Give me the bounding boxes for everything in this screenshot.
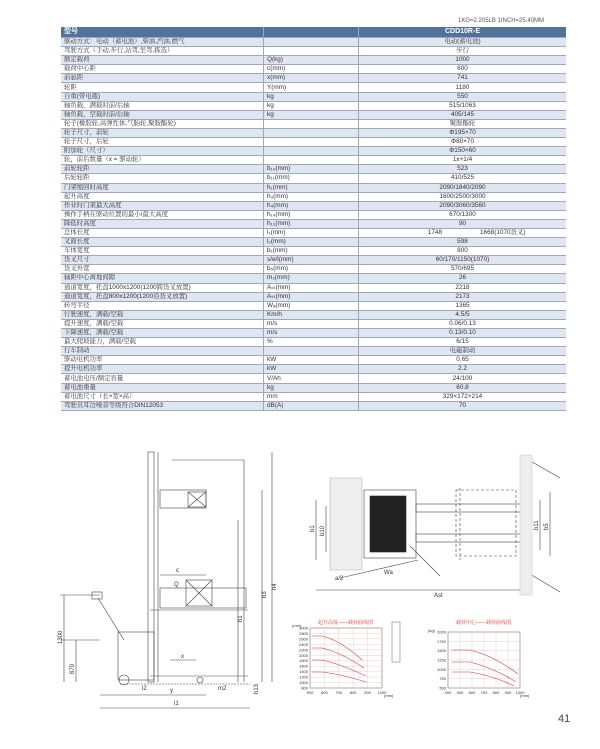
spec-item: 最大爬坡能力，满载/空载	[61, 338, 264, 347]
load-center-chart	[428, 619, 530, 698]
right-chart-title: 载荷中心——载荷曲线图	[456, 620, 512, 626]
left-x-tick: 500	[306, 690, 314, 695]
left-y-tick: 1400	[299, 669, 308, 675]
spec-unit: kW	[264, 356, 359, 365]
right-x-tick: 700	[480, 690, 488, 695]
spec-unit: kg	[264, 101, 359, 110]
spec-value: 电动(蓄电池)	[359, 38, 567, 47]
label-m2: m2	[218, 686, 227, 692]
spec-item: 总体长度	[61, 228, 264, 237]
left-y-tick: 1800	[299, 658, 308, 664]
left-y-tick: 2400	[299, 641, 308, 647]
spec-item: 作业时门架最大高度	[61, 201, 264, 210]
right-chart-x-unit: (mm)	[520, 693, 530, 698]
spec-unit: Y(mm)	[264, 83, 359, 92]
spec-item: 轮子(橡胶轮,高弹性体,气胎轮,聚胺酯轮)	[61, 119, 264, 128]
spec-value: 4.5/5	[359, 310, 567, 319]
left-y-tick: 2800	[299, 630, 308, 636]
page-number: 41	[558, 713, 571, 725]
spec-item: 通道宽度，托盘800x1200(1200沿货叉放置)	[61, 292, 264, 301]
spec-item: 下降速度，满载/空载	[61, 329, 264, 338]
right-y-tick: 2000	[437, 629, 446, 635]
spec-unit: m/s	[264, 329, 359, 338]
right-y-tick: 1750	[437, 638, 446, 644]
left-chart-title: 起升高度——载荷曲线图	[318, 620, 374, 626]
label-b1: b1	[310, 525, 316, 532]
spec-item: 门架缩回时高度	[61, 183, 264, 192]
spec-unit: l₁(mm)	[264, 228, 359, 237]
spec-value: 电磁制动	[359, 347, 567, 356]
side-view-diagram	[60, 452, 272, 708]
left-chart-x-unit: (mm)	[384, 693, 394, 698]
right-x-tick: 600	[468, 690, 476, 695]
right-x-tick: 400	[444, 690, 452, 695]
spec-value: 600	[359, 65, 567, 74]
spec-value: 329×172×214	[359, 392, 567, 401]
left-chart-curves	[312, 636, 366, 682]
spec-item: 自重(带电瓶)	[61, 92, 264, 101]
spec-unit: c(mm)	[264, 65, 359, 74]
lift-height-load-chart	[292, 619, 400, 698]
label-b10: b10	[320, 525, 326, 536]
spec-value: 570/695	[359, 265, 567, 274]
spec-value: 1600/2500/3000	[359, 192, 567, 201]
label-h13: h13	[254, 683, 260, 694]
spec-unit: %	[264, 338, 359, 347]
spec-value: 800	[359, 247, 567, 256]
units-note: 1KG=2.205LB 1INCH=25.40MM	[458, 18, 545, 24]
right-y-tick: 500	[439, 685, 446, 691]
spec-value-primary: 1748	[427, 229, 442, 237]
left-chart-fork-icon	[392, 622, 400, 662]
spec-item: 货叉尺寸	[61, 256, 264, 265]
spec-value: 550	[359, 92, 567, 101]
spec-value: 步行	[359, 47, 567, 56]
label-wa: Wa	[384, 570, 393, 576]
spec-item: 额定载荷	[61, 56, 264, 65]
spec-item: 转弯半径	[61, 301, 264, 310]
spec-unit: h₁₄(mm)	[264, 210, 359, 219]
spec-value: 1000	[359, 56, 567, 65]
spec-value: 523	[359, 165, 567, 174]
left-x-tick: 1000	[377, 690, 387, 695]
spec-item: 行车制动	[61, 347, 264, 356]
spec-item: 轮距	[61, 83, 264, 92]
right-y-tick: 1500	[437, 648, 446, 654]
spec-value: 2090/3060/3560	[359, 201, 567, 210]
spec-value: 670/1300	[359, 210, 567, 219]
label-x: x	[181, 654, 184, 660]
right-x-tick: 1000	[515, 690, 525, 695]
spec-value: Φ80×70	[359, 138, 567, 147]
left-y-tick: 1200	[299, 674, 308, 680]
spec-value: 70	[359, 401, 567, 410]
right-y-tick: 1000	[437, 666, 446, 672]
spec-item: 载荷中心距	[61, 65, 264, 74]
right-chart-y-unit: (kg)	[428, 628, 435, 633]
spec-item: 轮子尺寸，前轮	[61, 128, 264, 137]
spec-unit: dB(A)	[264, 401, 359, 410]
spec-value: 2090/1840/2090	[359, 183, 567, 192]
right-y-tick: 750	[439, 676, 446, 682]
spec-item: 行驶速度，满载/空载	[61, 310, 264, 319]
spec-item: 轮，前后数量（x = 驱动轮）	[61, 156, 264, 165]
spec-unit: b₅(mm)	[264, 265, 359, 274]
spec-value: 2218	[359, 283, 567, 292]
spec-item: 起升高度	[61, 192, 264, 201]
spec-item: 叉面长度	[61, 238, 264, 247]
spec-value: 60/170/1150(1070)	[359, 256, 567, 265]
right-x-tick: 800	[492, 690, 500, 695]
spec-value: Φ150×60	[359, 147, 567, 156]
left-y-tick: 3000	[299, 625, 308, 631]
label-a2: a/2	[335, 576, 344, 582]
spec-value: 聚胺酯轮	[359, 119, 567, 128]
spec-value: 515/1063	[359, 101, 567, 110]
spec-unit: Q(kg)	[264, 56, 359, 65]
spec-unit: Aₛₜ(mm)	[264, 292, 359, 301]
header-label: 型号	[61, 27, 264, 38]
spec-value: 24/100	[359, 374, 567, 383]
spec-value-secondary: 1668(1070货叉)	[480, 229, 526, 237]
spec-value: 26	[359, 274, 567, 283]
spec-value: 6/15	[359, 338, 567, 347]
label-670: 670	[70, 663, 76, 674]
spec-item: 操作手柄在驱动位置的最小/最大高度	[61, 210, 264, 219]
label-q: Q	[174, 582, 179, 588]
spec-unit: s/e/l(mm)	[264, 256, 359, 265]
left-x-tick: 700	[335, 690, 343, 695]
spec-value: Φ195×70	[359, 128, 567, 137]
left-x-tick: 600	[321, 690, 328, 695]
right-x-tick: 500	[456, 690, 464, 695]
spec-item: 轴负载，满载时前/后轴	[61, 101, 264, 110]
spec-unit: x(mm)	[264, 74, 359, 83]
spec-unit: h₁₃(mm)	[264, 219, 359, 228]
spec-item: 提升电机功率	[61, 365, 264, 374]
left-y-tick: 800	[301, 685, 308, 691]
spec-item: 蓄电池重量	[61, 383, 264, 392]
label-l2: l2	[142, 686, 147, 692]
spec-value: 0.06/0.13	[359, 319, 567, 328]
spec-value: 410/525	[359, 174, 567, 183]
left-x-tick: 800	[349, 690, 357, 695]
spec-unit: Km/h	[264, 310, 359, 319]
left-chart-frame	[310, 628, 382, 688]
spec-unit: V/Ah	[264, 374, 359, 383]
spec-unit: b₁(mm)	[264, 247, 359, 256]
spec-unit: mm	[264, 392, 359, 401]
spec-value: 0.13/0.10	[359, 329, 567, 338]
label-c: c	[176, 568, 179, 574]
spec-value: 60.8	[359, 383, 567, 392]
spec-value: 1365	[359, 301, 567, 310]
spec-item: 货叉外宽	[61, 265, 264, 274]
spec-item: 轮子尺寸，后轮	[61, 138, 264, 147]
spec-unit: h₃(mm)	[264, 192, 359, 201]
label-l1: l1	[174, 701, 179, 707]
label-b5: b5	[544, 523, 550, 530]
spec-unit: h₄(mm)	[264, 201, 359, 210]
spec-unit: kg	[264, 110, 359, 119]
spec-unit: kg	[264, 383, 359, 392]
spec-unit: Wₐ(mm)	[264, 301, 359, 310]
spec-value: 1180	[359, 83, 567, 92]
spec-value: 2173	[359, 292, 567, 301]
spec-item: 附加轮（尺寸）	[61, 147, 264, 156]
top-view-diagram	[316, 455, 560, 595]
spec-unit: b₁₁(mm)	[264, 174, 359, 183]
spec-unit: kg	[264, 92, 359, 101]
right-x-tick: 900	[504, 690, 512, 695]
left-chart-y-unit: (mm)	[292, 623, 302, 628]
spec-unit: m/s	[264, 319, 359, 328]
left-y-tick: 1600	[299, 663, 308, 669]
label-h3: h3	[262, 591, 268, 598]
spec-item: 后轮轮距	[61, 174, 264, 183]
spec-item: 蓄电池电压/额定容量	[61, 374, 264, 383]
spec-value: 741	[359, 74, 567, 83]
spec-item: 驾驶员耳边噪音等级符合DIN12053	[61, 401, 264, 410]
spec-value: 405/145	[359, 110, 567, 119]
spec-item: 提升速度，满载/空载	[61, 319, 264, 328]
left-x-tick: 900	[364, 690, 371, 695]
spec-value: 90	[359, 219, 567, 228]
spec-item: 轴距中心离地间隙	[61, 274, 264, 283]
spec-item: 驱动方式：电动（蓄电池）,柴油,汽油,燃气	[61, 38, 264, 47]
spec-unit: h₁(mm)	[264, 183, 359, 192]
spec-item: 降低时高度	[61, 219, 264, 228]
label-b11: b11	[534, 520, 540, 530]
spec-item: 前悬距	[61, 74, 264, 83]
label-h4: h4	[272, 583, 278, 590]
left-y-tick: 2000	[299, 652, 308, 658]
spec-value: 0.65	[359, 356, 567, 365]
spec-value: 1x+1/4	[359, 156, 567, 165]
spec-unit: l₂(mm)	[264, 238, 359, 247]
spec-item: 驱动电机功率	[61, 356, 264, 365]
left-y-tick: 2600	[299, 636, 308, 642]
side-view-labels	[58, 568, 278, 707]
spec-item: 轴负载，空载时前/后轴	[61, 110, 264, 119]
spec-item: 通道宽度，托盘1000x1200(1200跨货叉放置)	[61, 283, 264, 292]
spec-unit: b₁₀(mm)	[264, 165, 359, 174]
spec-item: 蓄电池尺寸（长×宽×高）	[61, 392, 264, 401]
label-ast: Ast	[434, 593, 443, 599]
header-model: CDD10R-E	[359, 27, 567, 38]
spec-item: 前轮轮距	[61, 165, 264, 174]
spec-item: 车体宽度	[61, 247, 264, 256]
label-y: y	[170, 688, 173, 694]
right-y-tick: 1250	[437, 657, 446, 663]
label-h1: h1	[238, 615, 244, 622]
spec-item: 驾驶方式（手动,步行,站驾,坐驾,拣选）	[61, 47, 264, 56]
spec-unit: kW	[264, 365, 359, 374]
label-1300: 1300	[58, 630, 64, 644]
left-y-tick: 2200	[299, 647, 308, 653]
spec-value: 598	[359, 238, 567, 247]
spec-unit: Aₛₜ(mm)	[264, 283, 359, 292]
left-y-tick: 1000	[299, 680, 308, 686]
spec-value: 2.2	[359, 365, 567, 374]
spec-unit: m₂(mm)	[264, 274, 359, 283]
